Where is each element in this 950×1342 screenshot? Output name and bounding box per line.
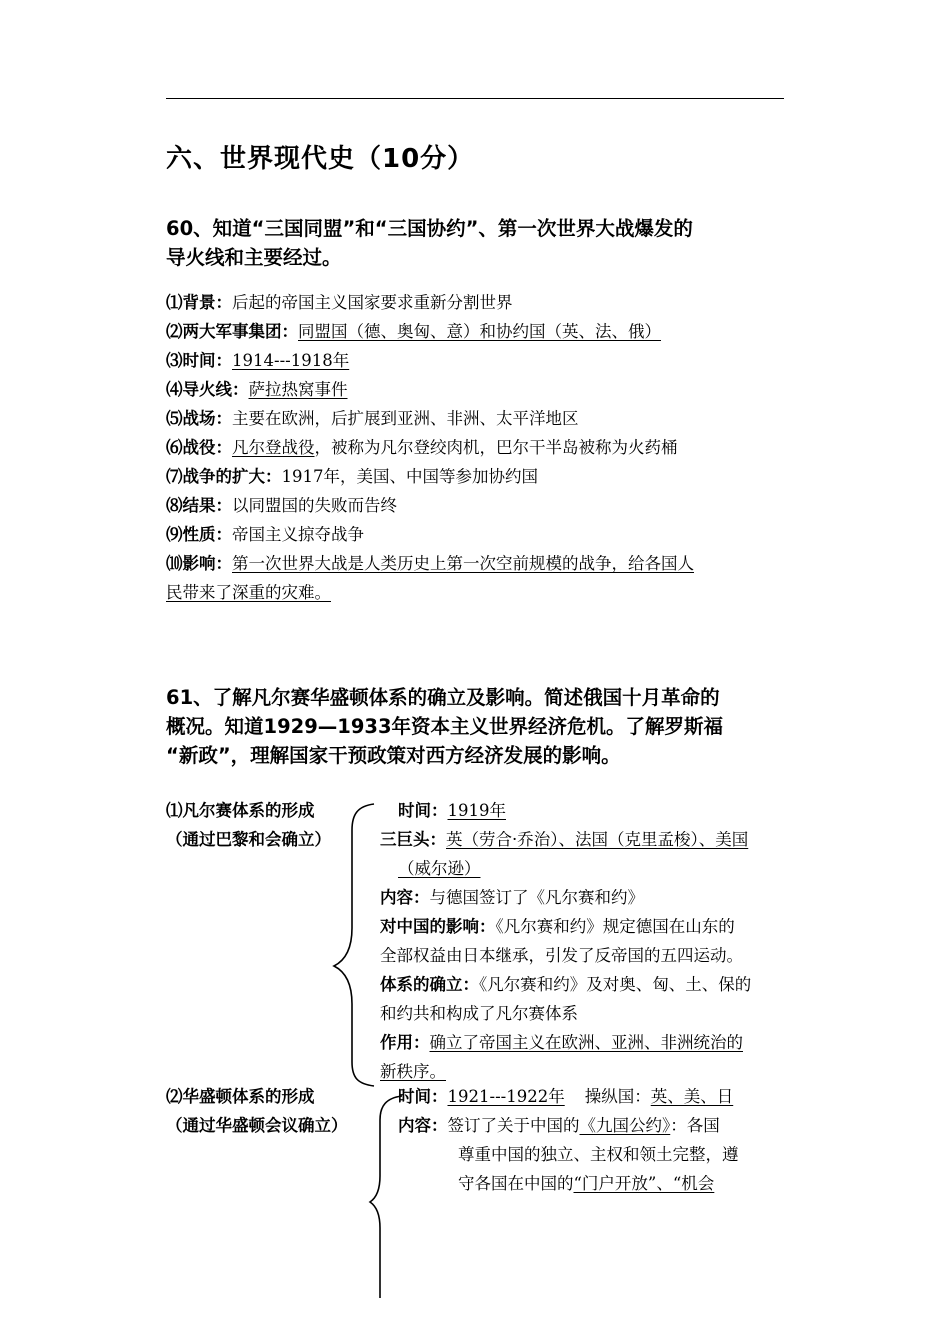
nine-power-treaty: 《九国公约》	[579, 1116, 671, 1135]
china-impact-label: 对中国的影响：	[380, 917, 496, 936]
q60-heading-line1: 60、知道“三国同盟”和“三国协约”、第一次世界大战爆发的	[166, 217, 693, 240]
system-value: 《凡尔赛和约》及对奥、匈、土、保的	[479, 975, 752, 994]
time-value: 1921---1922年	[447, 1087, 565, 1106]
item-number: ⑸	[166, 409, 183, 428]
item-text-underlined: 凡尔登战役	[232, 438, 315, 457]
q60-heading-line2: 导火线和主要经过。	[166, 246, 342, 269]
washington-title-line2: （通过华盛顿会议确立）	[166, 1116, 348, 1135]
china-impact-value-cont: 全部权益由日本继承，引发了反帝国的五四运动。	[380, 946, 743, 965]
item-number: ⑻	[166, 496, 183, 515]
item-text: 民带来了深重的灾难。	[166, 583, 331, 602]
open-door-text: “门户开放”、“机会	[573, 1174, 715, 1193]
content-value: 与德国签订了《凡尔赛和约》	[429, 888, 644, 907]
content-value-cont: 尊重中国的独立、主权和领土完整，遵	[458, 1145, 739, 1164]
washington-title	[166, 1082, 348, 1140]
item-number: ⑷	[166, 380, 183, 399]
item-text: ，被称为凡尔登绞肉机，巴尔干半岛被称为火药桶	[314, 438, 678, 457]
item-number: ⑶	[166, 351, 183, 370]
q61-heading-line2: 概况。知道1929—1933年资本主义世界经济危机。了解罗斯福	[166, 715, 724, 738]
big3-value-cont: （威尔逊）	[398, 859, 481, 878]
item-text: 同盟国（德、奥匈、意）和协约国（英、法、俄）	[298, 322, 661, 341]
system-label: 体系的确立：	[380, 975, 479, 994]
item-label: 两大军事集团：	[182, 322, 298, 341]
list-item-continuation	[166, 578, 796, 607]
china-impact-value: 《凡尔赛和约》规定德国在山东的	[495, 917, 735, 936]
q61-heading-line1: 61、了解凡尔赛华盛顿体系的确立及影响。简述俄国十月革命的	[166, 686, 720, 709]
item-number: ⑴	[166, 293, 183, 312]
q60-heading	[166, 214, 796, 272]
content-value: 签订了关于中国的	[447, 1116, 580, 1135]
content-value-cont: 守各国在中国的	[458, 1174, 574, 1193]
q60-list	[166, 288, 796, 607]
list-item	[166, 491, 796, 520]
washington-details	[398, 1082, 798, 1198]
system-value-cont: 和约共和构成了凡尔赛体系	[380, 1004, 578, 1023]
versailles-brace	[328, 800, 378, 1090]
role-value-cont: 新秩序。	[380, 1062, 446, 1081]
list-item	[166, 317, 796, 346]
controllers-value: 英、美、日	[650, 1087, 734, 1106]
list-item	[166, 346, 796, 375]
content-label: 内容：	[398, 1116, 448, 1135]
item-text: 帝国主义掠夺战争	[232, 525, 364, 544]
item-number: ⑹	[166, 438, 183, 457]
q61-heading	[166, 683, 796, 770]
item-label: 战役：	[182, 438, 232, 457]
item-text: 第一次世界大战是人类历史上第一次空前规模的战争，给各国人	[232, 554, 694, 573]
list-item	[166, 462, 796, 491]
versailles-title-line2: （通过巴黎和会确立）	[166, 830, 331, 849]
item-label: 时间：	[182, 351, 232, 370]
list-item	[166, 520, 796, 549]
versailles-title-line1: ⑴凡尔赛体系的形成	[166, 801, 315, 820]
item-number: ⑼	[166, 525, 183, 544]
item-label: 影响：	[182, 554, 232, 573]
item-text: 萨拉热窝事件	[248, 380, 348, 399]
item-text: 以同盟国的失败而告终	[232, 496, 397, 515]
list-item	[166, 549, 796, 578]
time-label: 时间：	[398, 801, 448, 820]
role-value: 确立了帝国主义在欧洲、亚洲、非洲统治的	[429, 1033, 743, 1052]
item-label: 结果：	[182, 496, 232, 515]
item-number: ⑺	[166, 467, 183, 486]
list-item	[166, 288, 796, 317]
big3-label: 三巨头：	[380, 830, 446, 849]
role-label: 作用：	[380, 1033, 430, 1052]
list-item	[166, 433, 796, 462]
item-text: 后起的帝国主义国家要求重新分割世界	[232, 293, 513, 312]
item-number: ⑽	[166, 554, 183, 573]
versailles-details	[380, 796, 800, 1086]
q61-heading-line3: “新政”，理解国家干预政策对西方经济发展的影响。	[166, 744, 621, 767]
item-label: 战场：	[182, 409, 232, 428]
content-value-tail: ：各国	[670, 1116, 720, 1135]
time-value: 1919年	[447, 801, 506, 820]
item-text: 1914---1918年	[232, 351, 350, 370]
versailles-title	[166, 796, 331, 854]
big3-value: 英（劳合·乔治）、法国（克里孟梭）、美国	[446, 830, 749, 849]
item-text: 1917年，美国、中国等参加协约国	[281, 467, 538, 486]
item-text: 主要在欧洲，后扩展到亚洲、非洲、太平洋地区	[232, 409, 579, 428]
controllers-label: 操纵国：	[584, 1087, 651, 1106]
item-label: 性质：	[182, 525, 232, 544]
top-rule	[166, 98, 784, 99]
item-number: ⑵	[166, 322, 183, 341]
content-label: 内容：	[380, 888, 430, 907]
item-label: 导火线：	[182, 380, 249, 399]
time-label: 时间：	[398, 1087, 448, 1106]
list-item	[166, 375, 796, 404]
item-label: 战争的扩大：	[182, 467, 282, 486]
item-label: 背景：	[182, 293, 232, 312]
section-title: 六、世界现代史（10分）	[166, 144, 475, 174]
list-item	[166, 404, 796, 433]
washington-title-line1: ⑵华盛顿体系的形成	[166, 1087, 315, 1106]
